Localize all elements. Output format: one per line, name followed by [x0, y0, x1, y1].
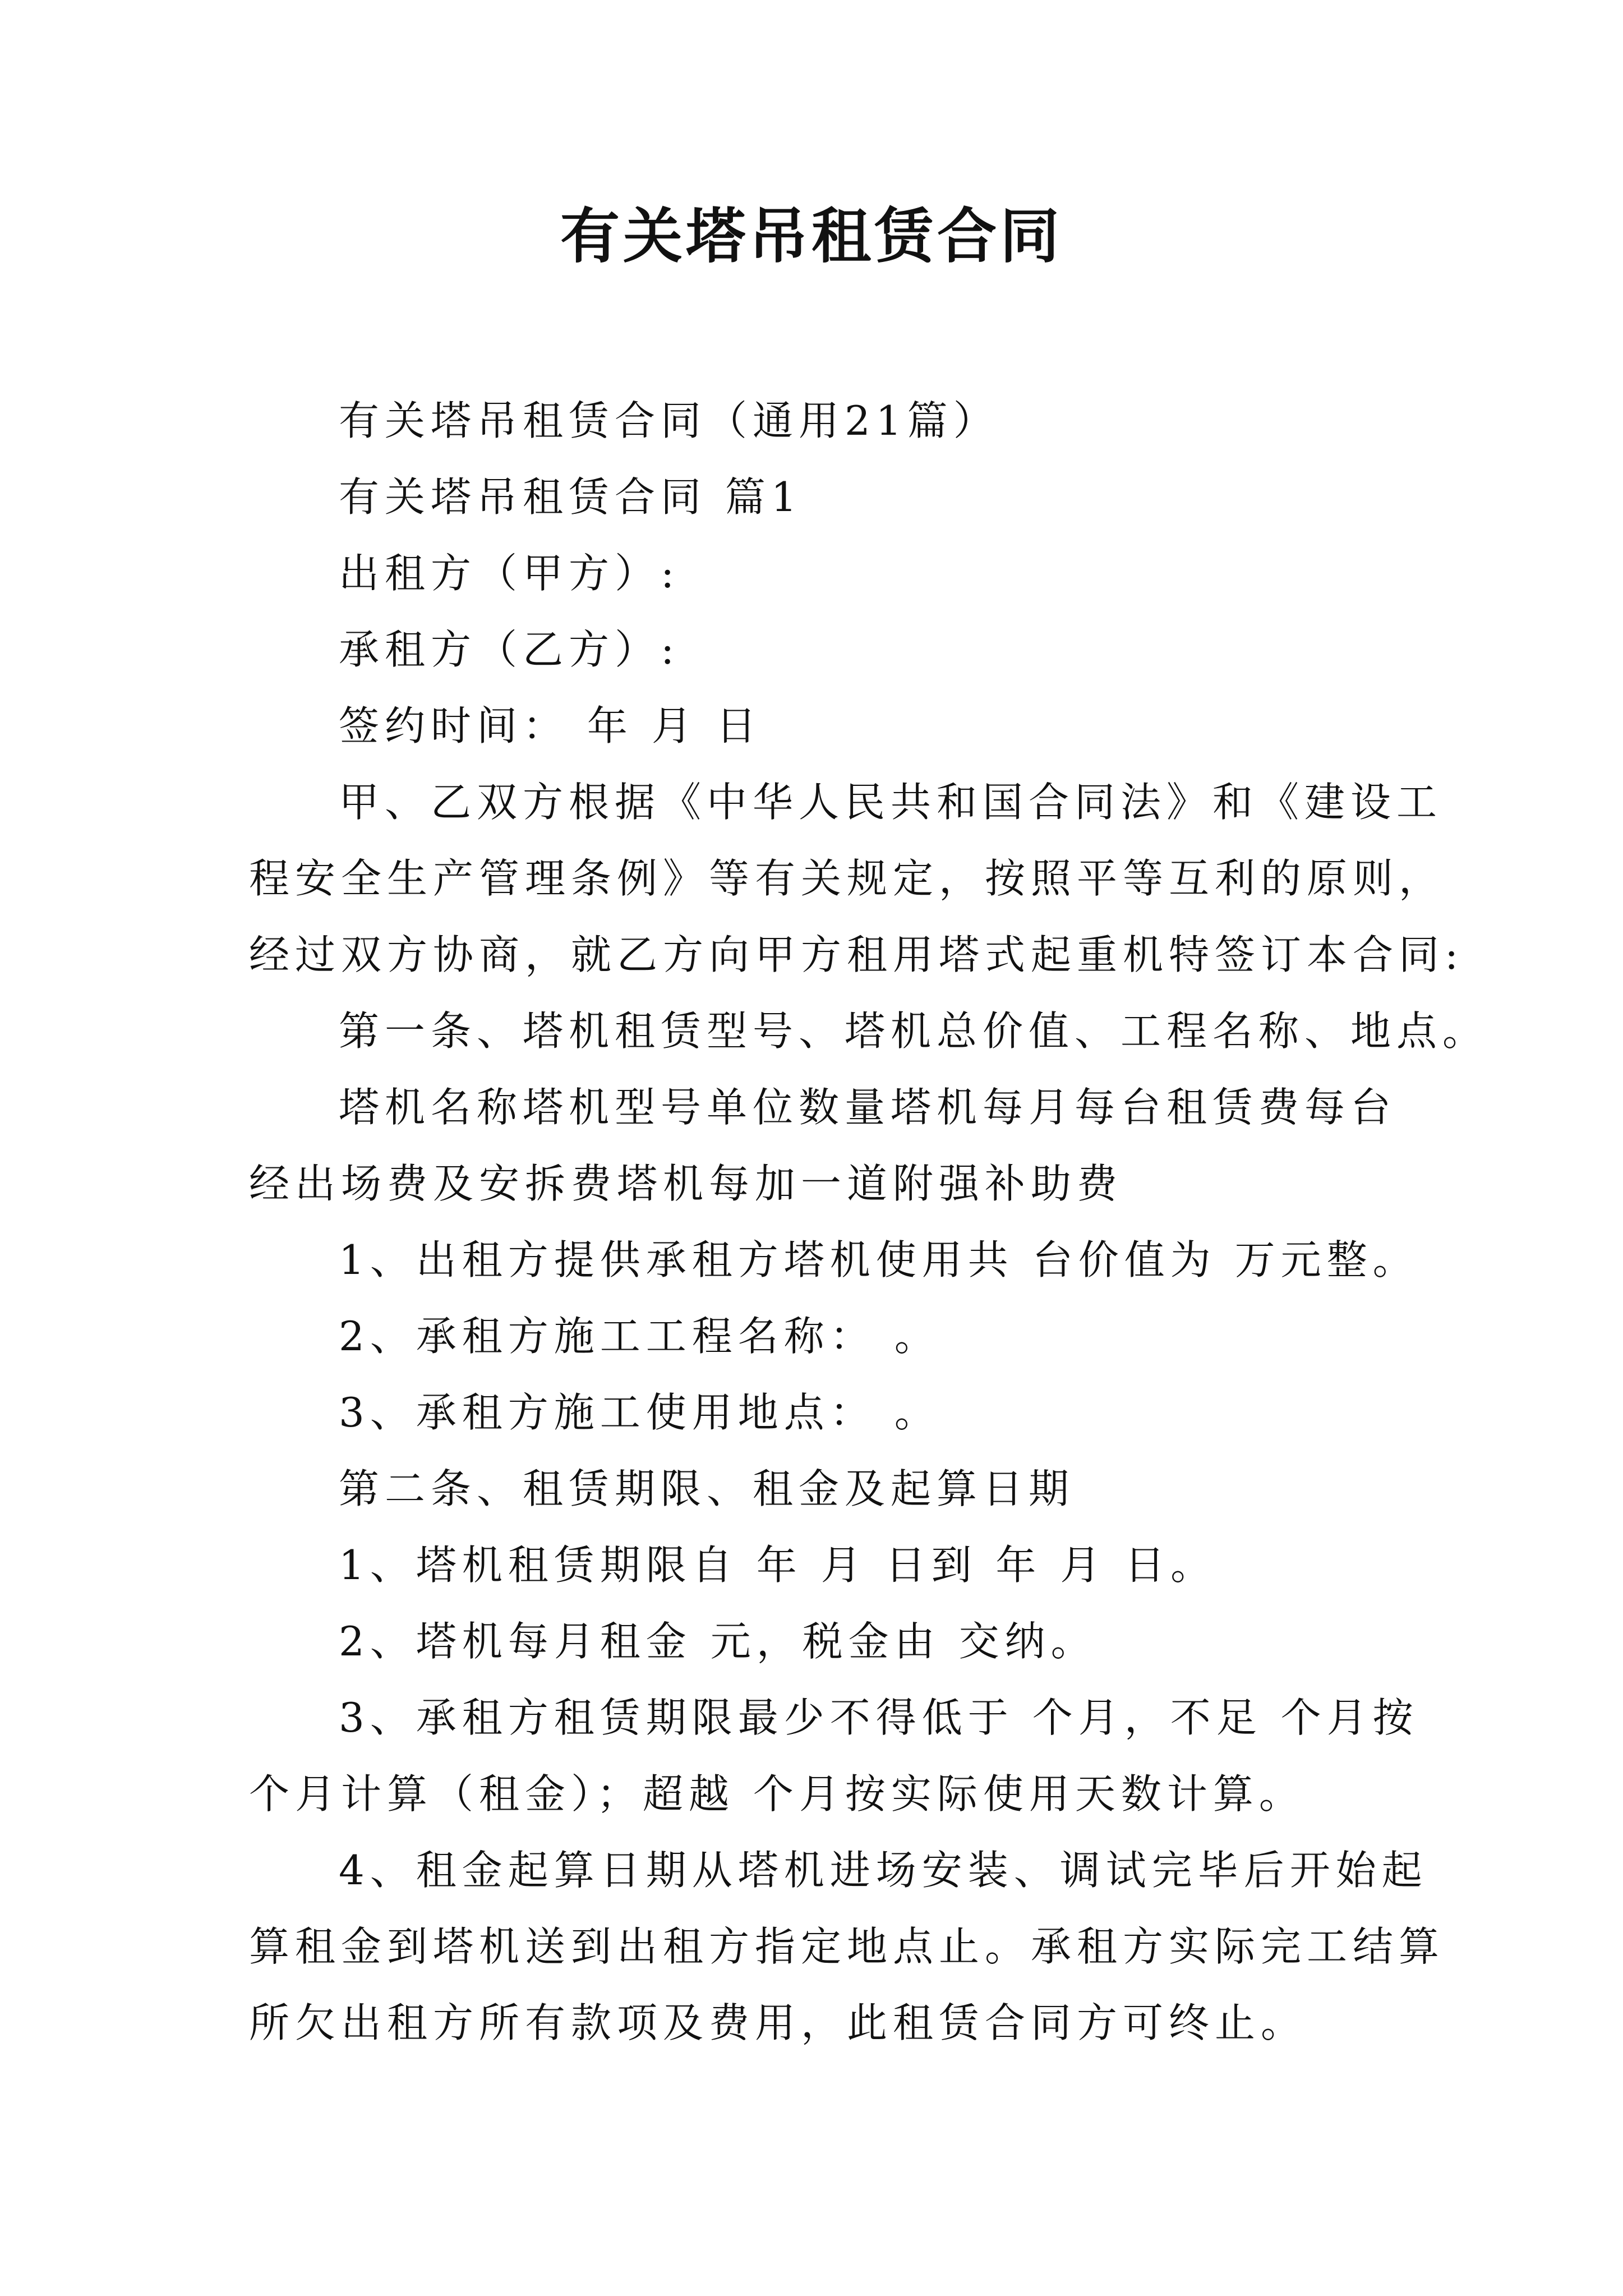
paragraph-line: 1、出租方提供承租方塔机使用共 台价值为 万元整。: [339, 1236, 1419, 1283]
document-body: [249, 383, 1489, 2061]
paragraph-line: 3、承租方施工使用地点： 。: [339, 1389, 940, 1436]
paragraph-line: 所欠出租方所有款项及费用，此租赁合同方可终止。: [249, 1999, 1307, 2046]
paragraph-line: 3、承租方租赁期限最少不得低于 个月，不足 个月按: [339, 1694, 1419, 1741]
paragraph-line: 4、租金起算日期从塔机进场安装、调试完毕后开始起: [339, 1847, 1428, 1894]
paragraph-line: 算租金到塔机送到出租方指定地点止。承租方实际完工结算: [249, 1923, 1445, 1970]
paragraph-line: 签约时间： 年 月 日: [339, 702, 762, 749]
paragraph-line: 1、塔机租赁期限自 年 月 日到 年 月 日。: [339, 1542, 1217, 1589]
paragraph-line: 塔机名称塔机型号单位数量塔机每月每台租赁费每台: [339, 1084, 1397, 1131]
paragraph-line: 经过双方协商，就乙方向甲方租用塔式起重机特签订本合同:: [249, 931, 1464, 978]
paragraph-line: 甲、乙双方根据《中华人民共和国合同法》和《建设工: [339, 779, 1443, 826]
paragraph-line: 2、承租方施工工程名称： 。: [339, 1313, 940, 1360]
paragraph-line: 出租方（甲方）:: [339, 550, 680, 597]
paragraph-line: 程安全生产管理条例》等有关规定，按照平等互利的原则，: [249, 855, 1445, 902]
paragraph-line: 2、塔机每月租金 元，税金由 交纳。: [339, 1618, 1097, 1665]
paragraph-line: 有关塔吊租赁合同 篇1: [339, 473, 803, 521]
paragraph-line: 第二条、租赁期限、租金及起算日期: [339, 1465, 1075, 1512]
paragraph-line: 个月计算（租金）；超越 个月按实际使用天数计算。: [249, 1770, 1305, 1818]
paragraph-line: 第一条、塔机租赁型号、塔机总价值、工程名称、地点。: [339, 1007, 1489, 1055]
paragraph-line: 经出场费及安拆费塔机每加一道附强补助费: [249, 1160, 1123, 1207]
paragraph-line: 承租方（乙方）:: [339, 626, 680, 673]
paragraph-line: 有关塔吊租赁合同（通用21篇）: [339, 397, 999, 444]
document-title: 有关塔吊租赁合同: [560, 202, 1063, 271]
